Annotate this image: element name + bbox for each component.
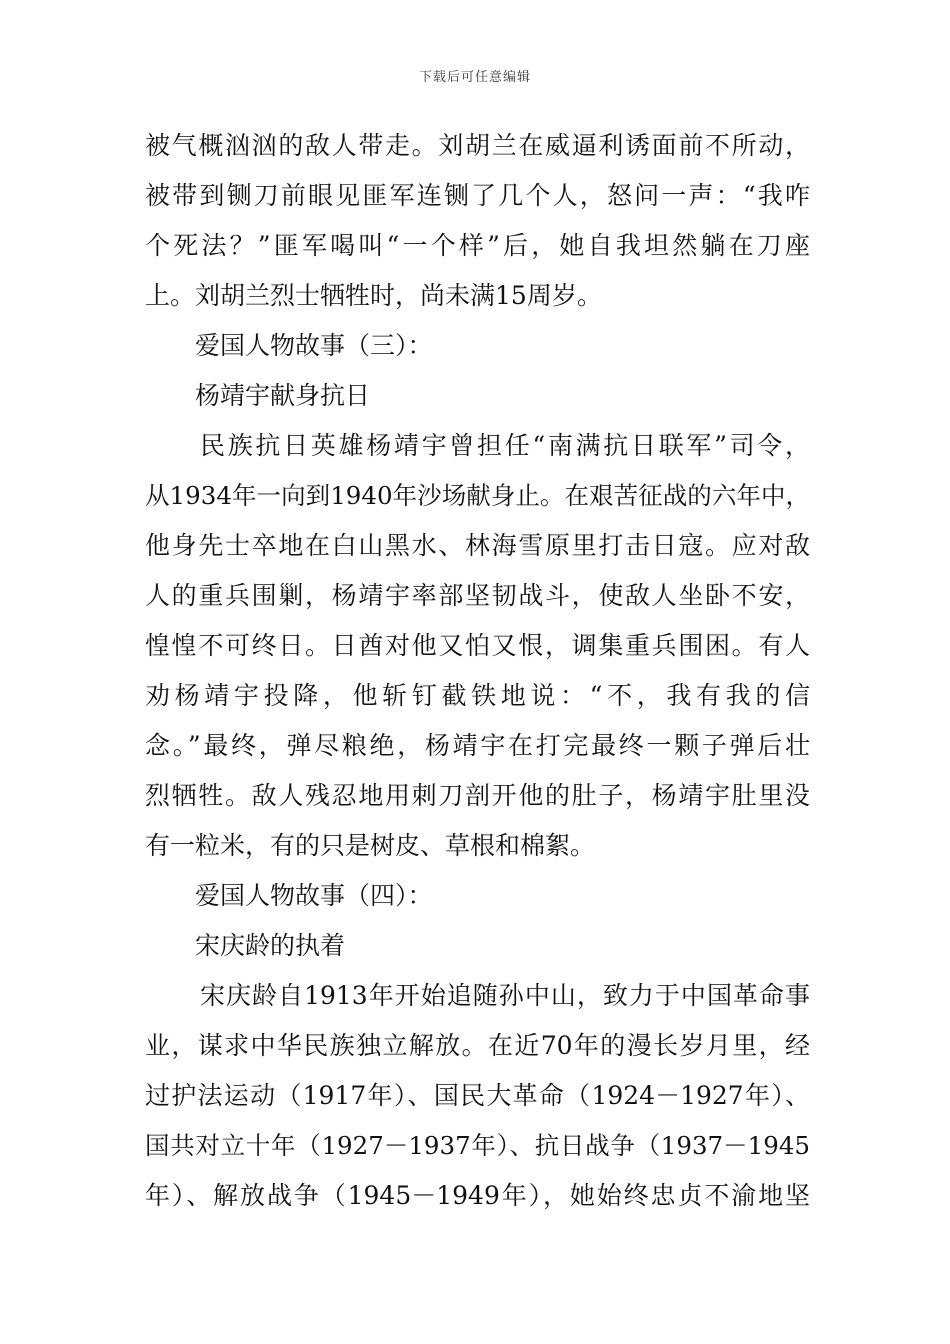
text-line: 人的重兵围剿，杨靖宇率部坚韧战斗，使敌人坐卧不安， — [145, 581, 810, 610]
text-line: 烈牺牲。敌人残忍地用刺刀剖开他的肚子，杨靖宇肚里没 — [145, 781, 810, 810]
text-line: 他身先士卒地在白山黑水、林海雪原里打击日寇。应对敌 — [145, 531, 810, 560]
text-line: 国共对立十年（1927－1937年）、抗日战争（1937－1945 — [145, 1131, 810, 1160]
text-line: 民族抗日英雄杨靖宇曾担任“南满抗日联军”司令， — [200, 431, 810, 460]
document-body — [145, 121, 810, 1221]
text-line: 劝杨靖宇投降，他斩钉截铁地说：“不，我有我的信 — [145, 681, 810, 710]
section-heading: 爱国人物故事（四）： — [195, 881, 433, 910]
text-line: 被气概汹汹的敌人带走。刘胡兰在威逼利诱面前不所动， — [145, 131, 810, 160]
text-line: 有一粒米，有的只是树皮、草根和棉絮。 — [145, 831, 596, 860]
text-line: 宋庆龄自1913年开始追随孙中山，致力于中国革命事 — [200, 981, 810, 1010]
text-line: 惶惶不可终日。日酋对他又怕又恨，调集重兵围困。有人 — [145, 631, 810, 660]
text-line: 上。刘胡兰烈士牺牲时，尚未满15周岁。 — [145, 281, 602, 310]
page-header: 下载后可任意编辑 — [418, 70, 531, 85]
text-line: 业，谋求中华民族独立解放。在近70年的漫长岁月里，经 — [145, 1031, 810, 1060]
story-title: 宋庆龄的执着 — [195, 931, 346, 960]
text-line: 被带到铡刀前眼见匪军连铡了几个人，怒问一声：“我咋 — [145, 181, 810, 210]
text-line: 从1934年一向到1940年沙场献身止。在艰苦征战的六年中， — [145, 481, 810, 510]
section-heading: 爱国人物故事（三）： — [195, 331, 433, 360]
text-line: 念。”最终，弹尽粮绝，杨靖宇在打完最终一颗子弹后壮 — [145, 731, 810, 760]
text-line: 年）、解放战争（1945－1949年），她始终忠贞不渝地坚 — [145, 1181, 810, 1210]
text-line: 个死法？”匪军喝叫“一个样”后，她自我坦然躺在刀座 — [145, 231, 810, 260]
story-title: 杨靖宇献身抗日 — [195, 381, 371, 410]
text-line: 过护法运动（1917年）、国民大革命（1924－1927年）、 — [145, 1081, 810, 1110]
